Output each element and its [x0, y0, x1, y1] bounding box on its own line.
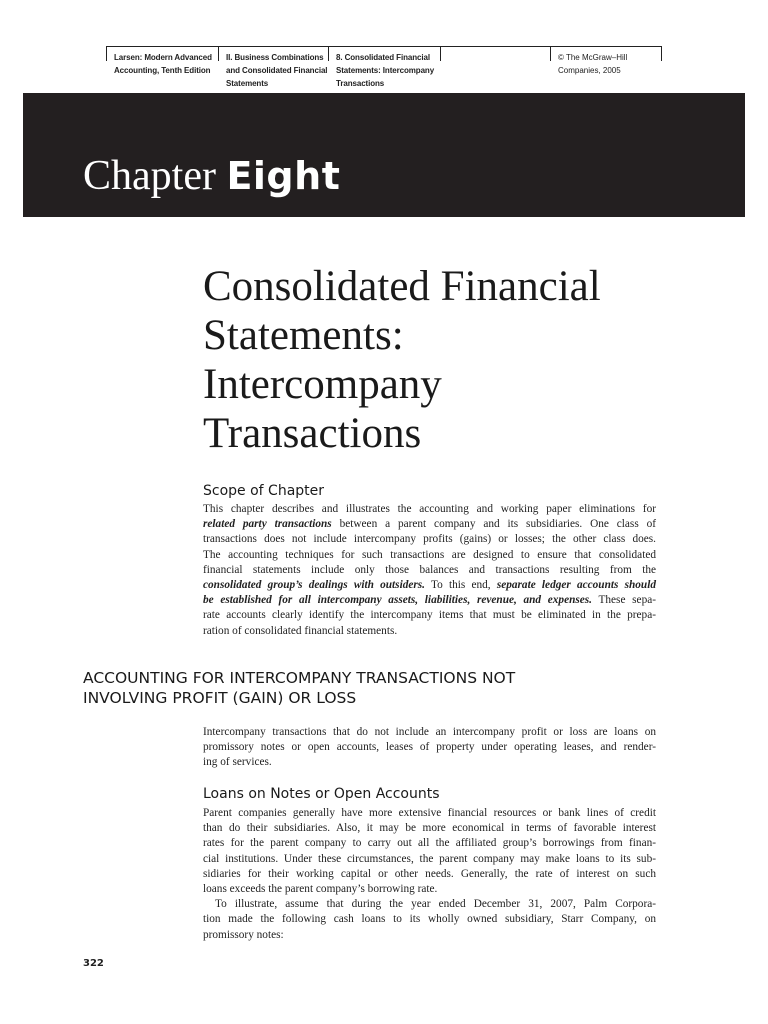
- section-heading-line: ACCOUNTING FOR INTERCOMPANY TRANSACTIONS NOT: [83, 669, 516, 687]
- chapter-word: Chapter: [83, 153, 216, 199]
- header-line: and Consolidated Financial: [226, 66, 328, 75]
- text-line: sidiaries for their working capital or other needs. Generally, the rate of interest on such: [203, 867, 656, 880]
- text-line: consolidated group’s dealings with outsiders. To this end, separate ledger accounts should: [203, 579, 656, 592]
- text-line: related party transactions between a parent company and its subsidiaries. One class of: [203, 518, 657, 531]
- header-book-title: [106, 47, 216, 93]
- text-line: rate accounts clearly identify the intercompany items that must be eliminated in the prepa-: [203, 609, 656, 622]
- text-line: ing of services.: [203, 756, 272, 769]
- header-chapter-title: [328, 47, 438, 93]
- header-divider: [661, 47, 662, 61]
- header-copyright: [550, 47, 660, 93]
- page-number: 322: [83, 958, 104, 969]
- header-line: 8. Consolidated Financial: [336, 53, 430, 62]
- section-heading: [83, 668, 643, 708]
- header-line: Transactions: [336, 79, 385, 88]
- text-line: than do their subsidiaries. Also, it may be more economical in terms of favorable interest: [203, 822, 656, 835]
- text-line: promissory notes:: [203, 928, 284, 941]
- text-line: transactions does not include intercompany profits (gains) or losses; the other class does.: [203, 533, 656, 546]
- text-line: Parent companies generally have more extensive financial resources or bank lines of credit: [203, 807, 656, 819]
- text-line: financial statements include only those balances and transactions resulting from the: [203, 563, 656, 576]
- text-line: loans exceeds the parent company’s borrowing rate.: [203, 883, 438, 896]
- emphasis-text: separate ledger accounts should: [496, 579, 656, 592]
- text-line: rates for the parent company to carry out all the affiliated group’s borrowings from finan-: [203, 837, 656, 850]
- header-line: Companies, 2005: [558, 66, 621, 75]
- text-line: To illustrate, assume that during the year ended December 31, 2007, Palm Corpora-: [215, 898, 656, 911]
- chapter-number: Eight: [226, 154, 341, 198]
- text-line: The accounting techniques for such transactions are designed to ensure that consolidated: [203, 548, 656, 561]
- scope-paragraph: [203, 502, 656, 639]
- section-heading-line: INVOLVING PROFIT (GAIN) OR LOSS: [83, 689, 357, 707]
- text-line: promissory notes or open accounts, leases of property under operating leases, and render-: [203, 741, 656, 754]
- loans-paragraph: [203, 806, 656, 943]
- header-divider: [440, 47, 441, 61]
- header-line: Larsen: Modern Advanced: [114, 53, 212, 62]
- header-line: Accounting, Tenth Edition: [114, 66, 211, 75]
- header-line: II. Business Combinations: [226, 53, 324, 62]
- title-line: Transactions: [203, 410, 422, 457]
- title-line: Consolidated Financial: [203, 263, 601, 310]
- emphasis-text: be established for all intercompany assets, liabilities, revenue, and expenses.: [203, 594, 593, 607]
- text-line: cial institutions. Under these circumstances, the parent company may make loans to its sub-: [203, 852, 656, 865]
- text-line: Intercompany transactions that do not include an intercompany profit or loss are loans on: [203, 726, 656, 738]
- chapter-title: [203, 262, 723, 458]
- loans-heading: Loans on Notes or Open Accounts: [203, 786, 440, 802]
- emphasis-text: related party transactions: [203, 518, 332, 531]
- running-header: [106, 46, 662, 93]
- header-line: Statements: Intercompany: [336, 66, 435, 75]
- header-line: Statements: [226, 79, 269, 88]
- text-line: be established for all intercompany assets, liabilities, revenue, and expenses. These sepa-: [203, 594, 656, 607]
- emphasis-text: consolidated group’s dealings with outsiders.: [203, 579, 425, 592]
- text-line: ration of consolidated financial statements.: [203, 624, 398, 637]
- scope-heading: Scope of Chapter: [203, 483, 325, 499]
- title-line: Intercompany: [203, 361, 442, 408]
- header-part-title: [218, 47, 328, 93]
- text-line: This chapter describes and illustrates the accounting and working paper eliminations for: [203, 503, 656, 515]
- text-line: tion made the following cash loans to its wholly owned subsidiary, Starr Company, on: [203, 913, 656, 926]
- section-intro-paragraph: [203, 725, 656, 771]
- header-line: © The McGraw–Hill: [558, 53, 628, 62]
- chapter-label: [83, 148, 340, 204]
- title-line: Statements:: [203, 312, 404, 359]
